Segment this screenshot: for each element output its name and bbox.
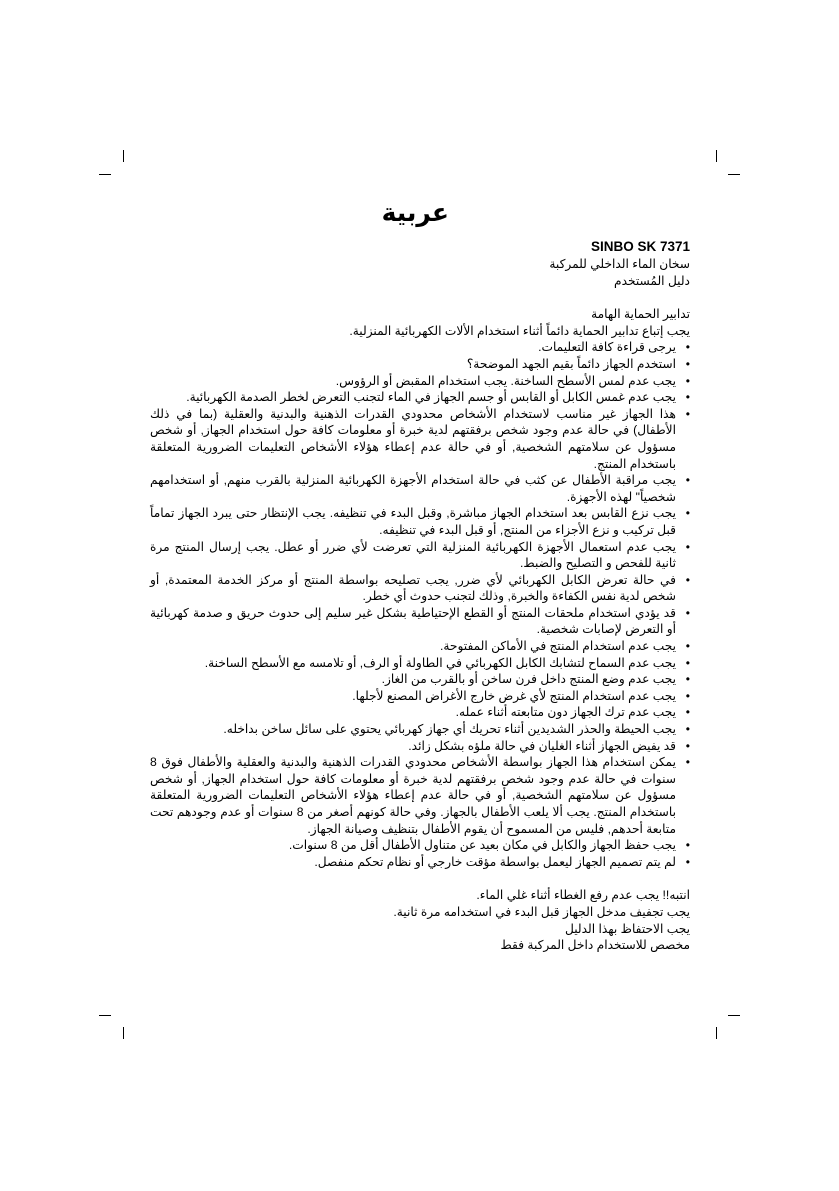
list-item: • يجب عدم استخدام المنتج لأي غرض خارج الأغراض المصنع لأجلها. bbox=[150, 688, 690, 705]
crop-mark bbox=[99, 174, 111, 175]
model-name: SINBO SK 7371 bbox=[590, 239, 690, 254]
list-item: • يجب عدم وضع المنتج داخل فرن ساخن أو بالقرب من الغاز. bbox=[150, 671, 690, 688]
crop-mark bbox=[99, 1015, 111, 1016]
list-item: • يمكن استخدام هذا الجهاز بواسطة الأشخاص محدودي القدرات الذهنية والبدنية والعقلية والأطفال فوق 8 سنوات في حالة عدم وجود شخص برفقتهم لدية خبرة أو معلومات كافة حول استخدام الجهاز, أو شخص مسؤول عن سلامتهم الشخصية, أو في حالة عدم إعطاء هؤلاء الأشخاص التعليمات الضرورية المتعلقة باستخدام المنتج. يجب ألا يلعب الأطفال بالجهاز. وفي حالة كونهم أصغر من 8 سنوات أو عدم وجودهم تحت متابعة أحدهم, فليس من المسموح أن يقوم الأطفال بتنظيف وصيانة الجهاز. bbox=[150, 754, 690, 837]
safety-intro: يجب إتباع تدابير الحماية دائماً أثناء استخدام الألات الكهربائية المنزلية. bbox=[349, 323, 690, 338]
list-item: • يجب عدم لمس الأسطح الساخنة. يجب استخدام المقبض أو الرؤوس. bbox=[150, 373, 690, 390]
list-item: • يجب عدم استعمال الأجهزة الكهربائية المنزلية التي تعرضت لأي ضرر أو عطل. يجب إرسال المنتج مرة ثانية للفحص و التصليح والضبط. bbox=[150, 539, 690, 572]
list-item: • قد يفيض الجهاز أثناء الغليان في حالة ملؤه بشكل زائد. bbox=[150, 738, 690, 755]
note-line: يجب الاحتفاظ بهذا الدليل bbox=[565, 921, 690, 936]
list-item: • استخدم الجهاز دائماً بقيم الجهد الموضحة؟ bbox=[150, 356, 690, 373]
crop-mark bbox=[716, 150, 717, 162]
list-item: • يرجى قراءة كافة التعليمات. bbox=[150, 339, 690, 356]
list-item: • يجب الحيطة والحذر الشديدين أثناء تحريك أي جهاز كهربائي يحتوي على سائل ساخن بداخله. bbox=[150, 721, 690, 738]
warning-note: انتبه!! يجب عدم رفع الغطاء أثناء غلي الماء. bbox=[476, 888, 690, 903]
note-line: يجب تجفيف مدخل الجهاز قبل البدء في استخدامه مرة ثانية. bbox=[393, 904, 690, 919]
list-item: • في حالة تعرض الكابل الكهربائي لأي ضرر, يجب تصليحه بواسطة المنتج أو مركز الخدمة المعتمدة, أو شخص لدية نفس الكفاءة والخبرة, وذلك لتجنب حدوث أي خطر. bbox=[150, 572, 690, 605]
crop-mark bbox=[123, 150, 124, 162]
list-item: • يجب حفظ الجهاز والكابل في مكان بعيد عن متناول الأطفال أقل من 8 سنوات. bbox=[150, 837, 690, 854]
list-item: • يجب عدم السماح لتشابك الكابل الكهربائي في الطاولة أو الرف, أو تلامسه مع الأسطح الساخنة. bbox=[150, 655, 690, 672]
list-item: • يجب عدم استخدام المنتج في الأماكن المفتوحة. bbox=[150, 638, 690, 655]
notes-section bbox=[150, 887, 690, 953]
crop-mark bbox=[728, 1015, 740, 1016]
list-item: • هذا الجهاز غير مناسب لاستخدام الأشخاص محدودي القدرات الذهنية والبدنية والعقلية (بما في ذلك الأطفال) في حالة عدم وجود شخص برفقتهم لدية خبرة أو معلومات كافة حول استخدام الجهاز, أو شخص مسؤول عن سلامتهم الشخصية, أو في حالة عدم إعطاء هؤلاء الأشخاص التعليمات الضرورية المتعلقة باستخدام المنتج. bbox=[150, 406, 690, 472]
list-item: • يجب عدم غمس الكابل أو القابس أو جسم الجهاز في الماء لتجنب التعرض لخطر الصدمة الكهربائية. bbox=[150, 389, 690, 406]
crop-mark bbox=[728, 174, 740, 175]
list-item: • يجب عدم ترك الجهاز دون متابعته أثناء عمله. bbox=[150, 704, 690, 721]
list-item: • يجب مراقبة الأطفال عن كثب في حالة استخدام الأجهزة الكهربائية المنزلية بالقرب منهم, أو استخدامهم شخصياً" لهذه الأجهزة. bbox=[150, 472, 690, 505]
note-line: مخصص للاستخدام داخل المركبة فقط bbox=[500, 938, 690, 953]
list-item: • قد يؤدي استخدام ملحقات المنتج أو القطع الإحتياطية بشكل غير سليم إلى حدوث حريق و صدمة كهربائية أو التعرض لإصابات شخصية. bbox=[150, 605, 690, 638]
language-title: عربية bbox=[381, 199, 449, 227]
safety-heading: تدابير الحماية الهامة bbox=[591, 307, 690, 322]
list-item: • يجب نزع القابس بعد استخدام الجهاز مباشرة, وقبل البدء في تنظيفه. يجب الإنتظار حتى يبرد الجهاز تماماً قبل تركيب و نزع الأجزاء من المنتج, أو قبل البدء في تنظيفه. bbox=[150, 505, 690, 538]
manual-label: دليل المُستخدم bbox=[614, 273, 690, 288]
product-name: سخان الماء الداخلي للمركبة bbox=[549, 257, 690, 271]
crop-mark bbox=[716, 1027, 717, 1039]
manual-content bbox=[150, 238, 690, 954]
crop-mark bbox=[123, 1027, 124, 1039]
safety-list bbox=[150, 339, 690, 870]
list-item: • لم يتم تصميم الجهاز ليعمل بواسطة مؤقت خارجي أو نظام تحكم منفصل. bbox=[150, 854, 690, 871]
